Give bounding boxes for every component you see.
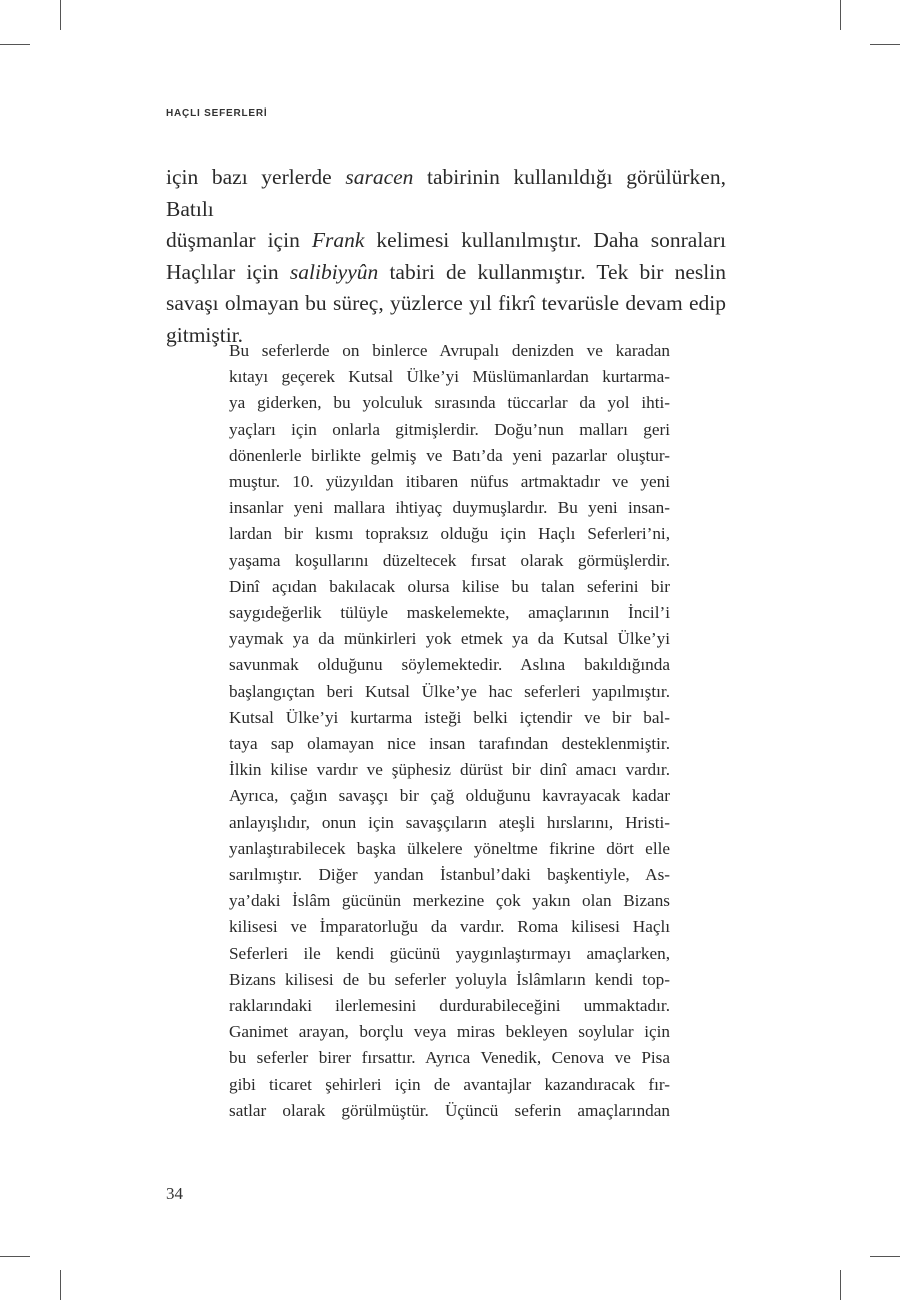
crop-mark <box>840 0 841 30</box>
crop-mark <box>0 44 30 45</box>
quote-line: Bizans kilisesi de bu seferler yoluyla İslâmların kendi top- <box>229 969 670 989</box>
quote-line: kıtayı geçerek Kutsal Ülke’yi Müslümanlardan kurtarma- <box>229 367 670 387</box>
body-line: gitmiştir. <box>166 322 244 347</box>
quote-line: taya sap olamayan nice insan tarafından desteklenmiştir. <box>229 734 670 754</box>
quote-line: Dinî açıdan bakılacak olursa kilise bu talan seferini bir <box>229 576 670 596</box>
quote-line: Bu seferlerde on binlerce Avrupalı denizden ve karadan <box>229 341 670 360</box>
quote-line: muştur. 10. yüzyıldan itibaren nüfus artmaktadır ve yeni <box>229 472 670 492</box>
quote-line: savunmak olduğunu söylemektedir. Aslına bakıldığında <box>229 655 670 675</box>
quote-line: ya giderken, bu yolculuk sırasında tüccarlar da yol ihti- <box>229 393 670 413</box>
quote-line: başlangıçtan beri Kutsal Ülke’ye hac seferleri yapılmıştır. <box>229 681 670 701</box>
block-quote <box>229 338 670 1124</box>
quote-line: gibi ticaret şehirleri için de avantajlar kazandıracak fır- <box>229 1074 670 1094</box>
running-header: HAÇLI SEFERLERİ <box>166 108 268 119</box>
quote-line: insanlar yeni mallara ihtiyaç duymuşlardır. Bu yeni insan- <box>229 498 670 518</box>
quote-line: sarılmıştır. Diğer yandan İstanbul’daki başkentiyle, As- <box>229 865 670 885</box>
quote-line: lardan bir kısmı topraksız olduğu için Haçlı Seferleri’ni, <box>229 524 670 544</box>
quote-line: saygıdeğerlik tülüyle maskelemekte, amaçlarının İncil’i <box>229 603 670 623</box>
body-paragraph <box>166 162 726 351</box>
quote-line: İlkin kilise vardır ve şüphesiz dürüst bir dinî amacı vardır. <box>229 760 670 780</box>
body-line: düşmanlar için Frank kelimesi kullanılmıştır. Daha sonraları <box>166 228 726 252</box>
quote-line: Ayrıca, çağın savaşçı bir çağ olduğunu kavrayacak kadar <box>229 786 670 806</box>
quote-line: satlar olarak görülmüştür. Üçüncü seferin amaçlarından <box>229 1100 670 1120</box>
crop-mark <box>60 1270 61 1300</box>
crop-mark <box>60 0 61 30</box>
body-line: Haçlılar için salibiyyûn tabiri de kullanmıştır. Tek bir neslin <box>166 259 726 284</box>
crop-mark <box>840 1270 841 1300</box>
quote-line: yaymak ya da münkirleri yok etmek ya da Kutsal Ülke’yi <box>229 629 670 649</box>
quote-line: Ganimet arayan, borçlu veya miras bekleyen soylular için <box>229 1022 670 1042</box>
body-line: için bazı yerlerde saracen tabirinin kullanıldığı görülürken, Batılı <box>166 165 726 221</box>
quote-line: kilisesi ve İmparatorluğu da vardır. Roma kilisesi Haçlı <box>229 917 670 937</box>
quote-line: anlayışlıdır, onun için savaşçıların ateşli hırslarını, Hristi- <box>229 812 670 832</box>
quote-line: yaçları için onlarla gitmişlerdir. Doğu’nun malları geri <box>229 419 670 439</box>
quote-line: dönenlerle birlikte gelmiş ve Batı’da yeni pazarlar oluştur- <box>229 445 670 465</box>
quote-line: yaşama koşullarını düzeltecek fırsat olarak görmüşlerdir. <box>229 550 670 570</box>
quote-line: yanlaştırabilecek başka ülkelere yöneltme fikrine dört elle <box>229 838 670 858</box>
crop-mark <box>870 44 900 45</box>
crop-mark <box>870 1256 900 1257</box>
page-number: 34 <box>166 1184 183 1203</box>
quote-line: ya’daki İslâm gücünün merkezine çok yakın olan Bizans <box>229 891 670 911</box>
body-line: savaşı olmayan bu süreç, yüzlerce yıl fikrî tevarüsle devam edip <box>166 291 726 315</box>
quote-line: Kutsal Ülke’yi kurtarma isteği belki içtendir ve bir bal- <box>229 707 670 727</box>
crop-mark <box>0 1256 30 1257</box>
quote-line: Seferleri ile kendi gücünü yaygınlaştırmayı amaçlarken, <box>229 943 670 963</box>
quote-line: bu seferler birer fırsattır. Ayrıca Venedik, Cenova ve Pisa <box>229 1048 670 1068</box>
quote-line: raklarındaki ilerlemesini durdurabileceğini ummaktadır. <box>229 996 670 1016</box>
